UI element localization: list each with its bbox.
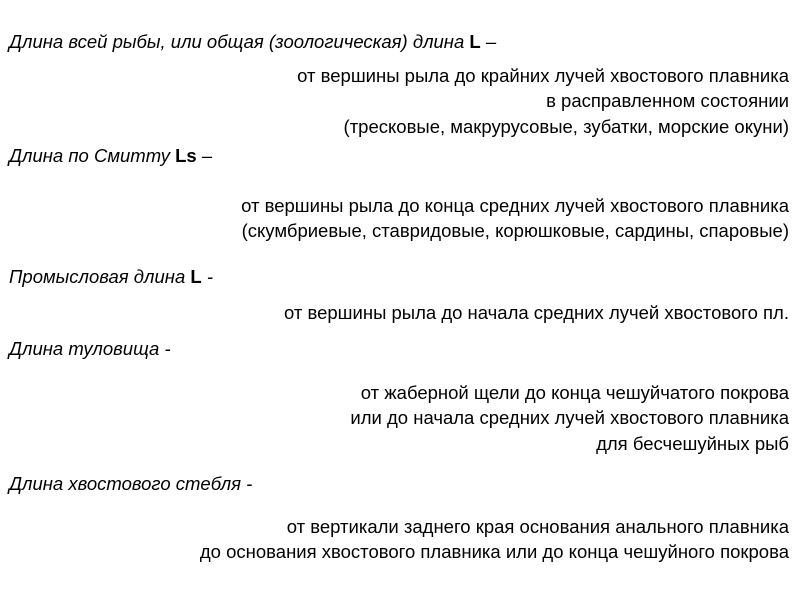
heading-symbol: L	[190, 266, 202, 287]
desc-line: от вершины рыла до начала средних лучей хвостового пл.	[283, 302, 789, 323]
heading-suffix: –	[480, 31, 497, 52]
heading-text: Длина всей рыбы, или общая (зоологическая) длина	[9, 31, 470, 52]
heading-text: Длина хвостового стебля -	[9, 473, 253, 494]
desc-line: или до начала средних лучей хвостового плавника	[350, 407, 789, 428]
heading-smitt-length	[9, 145, 212, 167]
desc-line: от вертикали заднего края основания анального плавника	[286, 516, 789, 537]
desc-line: для бесчешуйных рыб	[596, 433, 789, 454]
desc-line: (тресковые, макрурусовые, зубатки, морские окуни)	[343, 116, 789, 137]
heading-commercial-length	[9, 266, 213, 288]
desc-line: (скумбриевые, ставридовые, корюшковые, сардины, спаровые)	[241, 220, 789, 241]
desc-line: от вершины рыла до крайних лучей хвостового плавника	[297, 65, 789, 86]
heading-suffix: –	[196, 145, 213, 166]
heading-symbol: Ls	[175, 145, 197, 166]
desc-line: от вершины рыла до конца средних лучей хвостового плавника	[241, 195, 789, 216]
desc-line: в расправленном состоянии	[546, 90, 789, 111]
heading-trunk-length	[9, 338, 171, 360]
heading-caudal-peduncle-length	[9, 473, 252, 495]
desc-line: от жаберной щели до конца чешуйчатого покрова	[360, 382, 789, 403]
heading-text: Длина по Смитту	[9, 145, 176, 166]
heading-total-length	[9, 31, 496, 53]
heading-symbol: L	[469, 31, 481, 52]
heading-suffix: -	[201, 266, 213, 287]
heading-text: Промысловая длина	[9, 266, 191, 287]
desc-line: до основания хвостового плавника или до конца чешуйного покрова	[199, 541, 789, 562]
heading-text: Длина туловища -	[9, 338, 171, 359]
